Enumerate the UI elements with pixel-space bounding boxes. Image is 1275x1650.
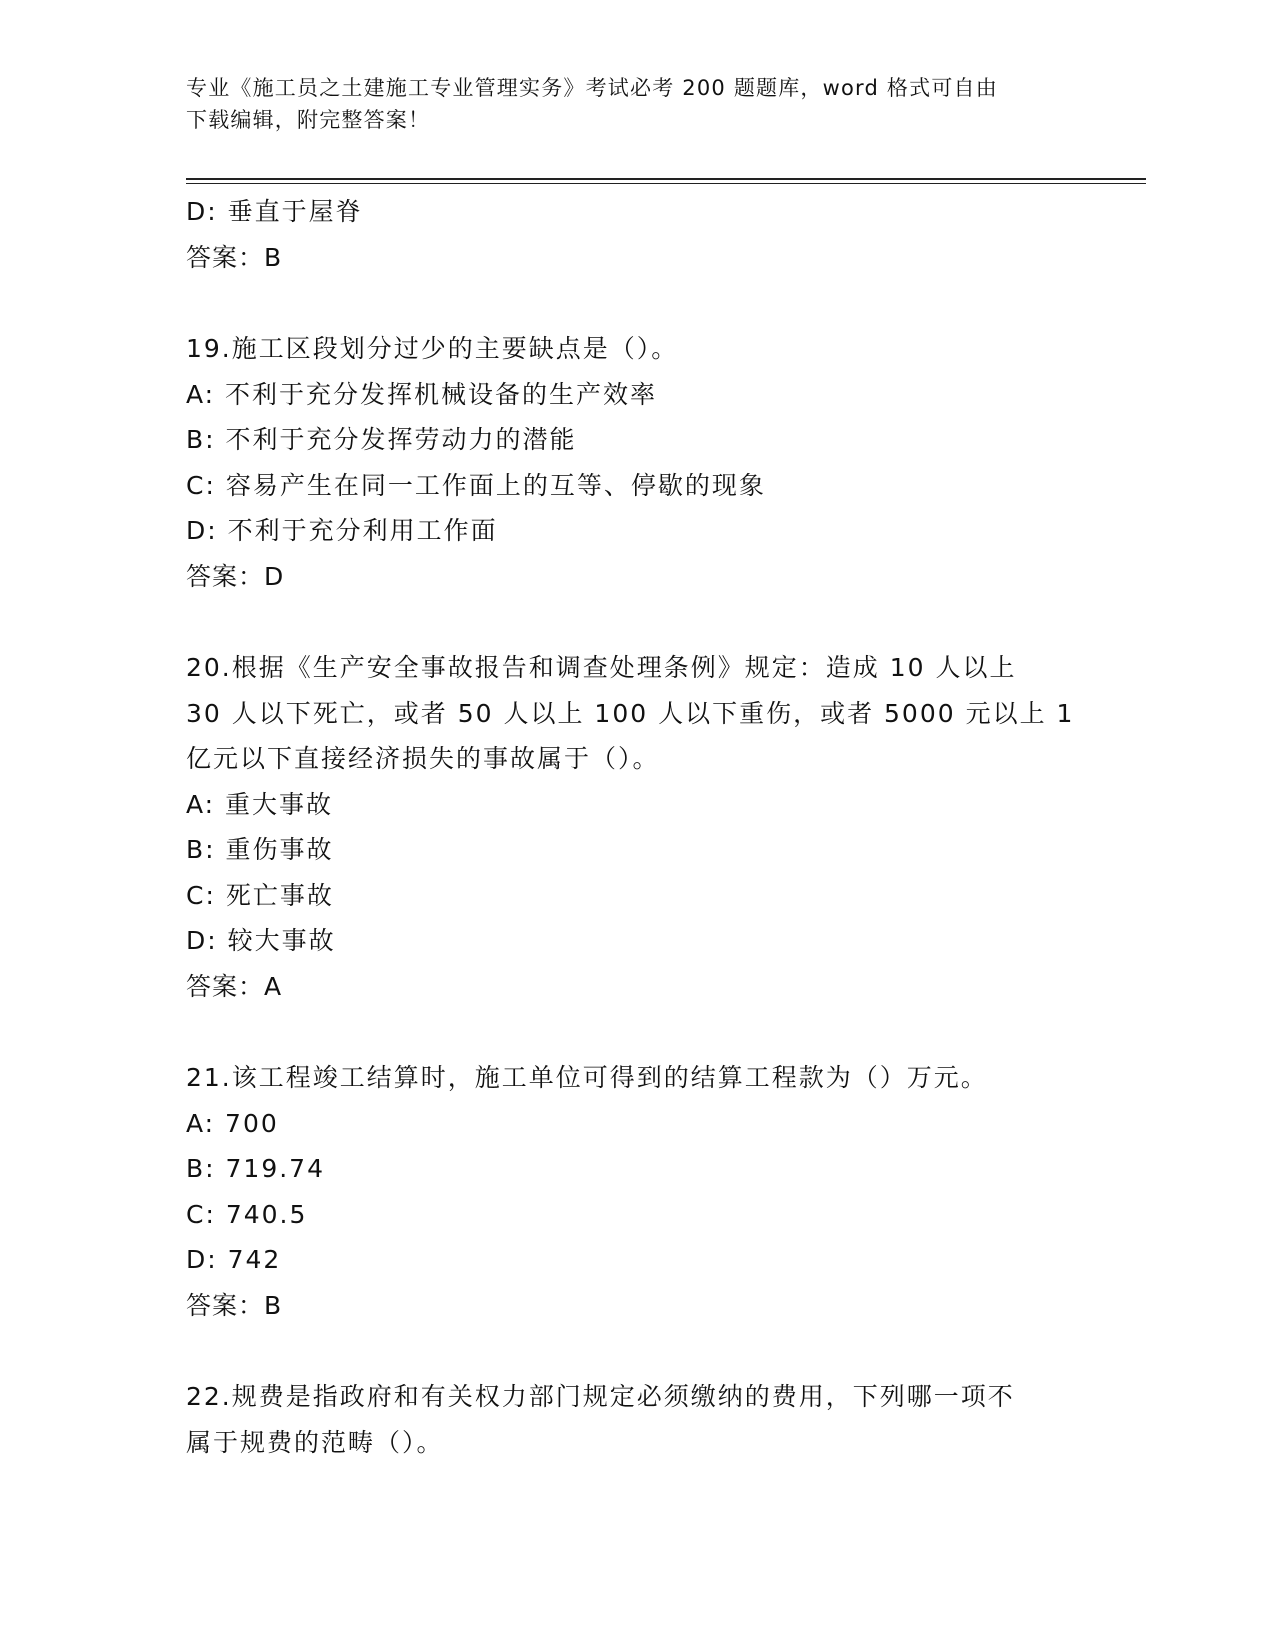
option-a: A: 重大事故	[186, 789, 334, 819]
spacer	[186, 599, 1086, 645]
header-line-1: 专业《施工员之土建施工专业管理实务》考试必考 200 题题库，word 格式可自由	[186, 76, 998, 100]
answer-line: 答案：B	[186, 1290, 283, 1320]
answer-line: 答案：B	[186, 242, 283, 272]
option-a: A: 不利于充分发挥机械设备的生产效率	[186, 379, 658, 409]
option-b: B: 不利于充分发挥劳动力的潜能	[186, 425, 577, 454]
question-stem-line-3: 亿元以下直接经济损失的事故属于（）。	[186, 744, 660, 773]
document-body	[186, 189, 1086, 1465]
question-18-tail	[186, 189, 1086, 280]
question-stem: 21.该工程竣工结算时，施工单位可得到的结算工程款为（）万元。	[186, 1063, 988, 1092]
question-20	[186, 645, 1086, 1009]
option-b: B: 719.74	[186, 1154, 325, 1183]
option-c: C: 死亡事故	[186, 880, 334, 910]
option-c: C: 容易产生在同一工作面上的互等、停歇的现象	[186, 470, 766, 500]
question-stem-line-1: 22.规费是指政府和有关权力部门规定必须缴纳的费用，下列哪一项不	[186, 1382, 1015, 1411]
option-b: B: 重伤事故	[186, 835, 334, 864]
option-c: C: 740.5	[186, 1199, 308, 1229]
spacer	[186, 1009, 1086, 1055]
question-stem: 19.施工区段划分过少的主要缺点是（）。	[186, 334, 679, 363]
document-header	[186, 72, 1066, 136]
option-a: A: 700	[186, 1108, 279, 1138]
spacer	[186, 280, 1086, 326]
question-21	[186, 1055, 1086, 1328]
question-19	[186, 326, 1086, 599]
answer-line: 答案：D	[186, 561, 285, 591]
option-d: D: 垂直于屋脊	[186, 197, 363, 226]
header-line-2: 下载编辑，附完整答案！	[186, 108, 431, 132]
answer-line: 答案：A	[186, 971, 283, 1001]
header-divider-thin	[186, 183, 1146, 184]
question-stem-line-2: 30 人以下死亡，或者 50 人以上 100 人以下重伤，或者 5000 元以上 1	[186, 698, 1075, 728]
spacer	[186, 1328, 1086, 1374]
question-stem-line-1: 20.根据《生产安全事故报告和调查处理条例》规定：造成 10 人以上	[186, 653, 1017, 682]
option-d: D: 不利于充分利用工作面	[186, 516, 498, 545]
question-stem-line-2: 属于规费的范畴（）。	[186, 1427, 444, 1457]
header-divider-thick	[186, 178, 1146, 180]
option-d: D: 较大事故	[186, 926, 336, 955]
question-22	[186, 1374, 1086, 1465]
option-d: D: 742	[186, 1245, 282, 1274]
